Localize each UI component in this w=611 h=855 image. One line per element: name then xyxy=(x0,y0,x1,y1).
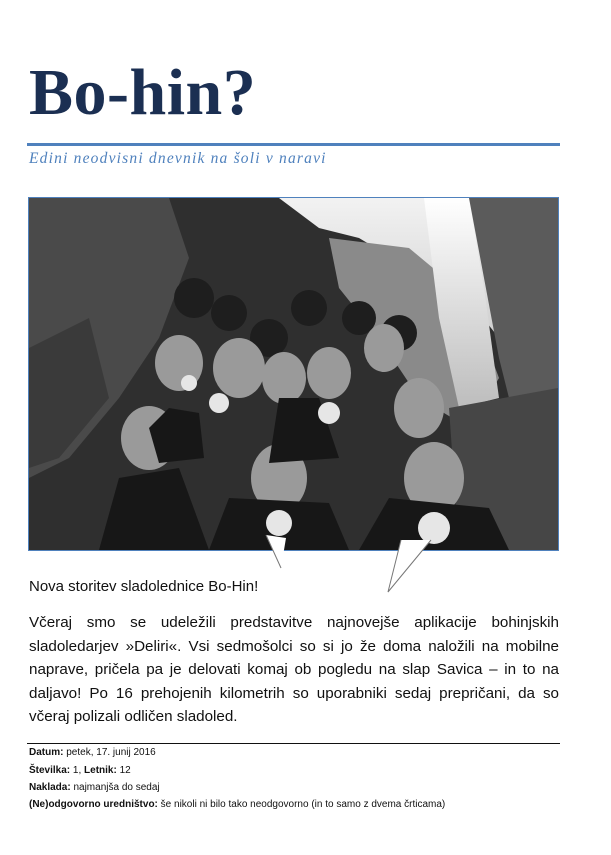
title-divider xyxy=(27,143,560,146)
issue-value: 1, xyxy=(70,765,85,776)
colophon-editor xyxy=(29,799,445,810)
group-photo xyxy=(28,197,559,551)
date-value: petek, 17. junij 2016 xyxy=(63,747,156,758)
print-label: Naklada: xyxy=(29,782,71,793)
article-body: Včeraj smo se udeležili predstavitve najnovejše aplikacije bohinjskih sladoledarjev »Deliri«. Vsi sedmošolci so si jo že doma naložili na mobilne naprave, pričela pa je delovati komaj ob pogledu na slap Savica – in to na daljavo! Po 16 prehojenih kilometrih so uporabniki sedaj prepričani, da so včeraj polizali odličen sladoled. xyxy=(29,614,559,725)
year-label: Letnik: xyxy=(84,765,117,776)
colophon-print xyxy=(29,782,160,793)
article-headline: Nova storitev sladolednice Bo-Hin! xyxy=(29,578,259,595)
year-value: 12 xyxy=(116,765,131,776)
editor-label: (Ne)odgovorno uredništvo: xyxy=(29,799,158,810)
colophon-date xyxy=(29,747,156,758)
newspaper-subtitle: Edini neodvisni dnevnik na šoli v naravi xyxy=(29,150,327,167)
issue-label: Številka: xyxy=(29,765,71,776)
date-label: Datum: xyxy=(29,747,64,758)
newspaper-title: Bo-hin? xyxy=(29,56,257,129)
footer-divider xyxy=(27,743,560,744)
editor-value: še nikoli ni bilo tako neodgovorno (in to samo z dvema črticama) xyxy=(157,799,446,810)
print-value: najmanjša do sedaj xyxy=(70,782,160,793)
colophon-issue xyxy=(29,765,131,776)
